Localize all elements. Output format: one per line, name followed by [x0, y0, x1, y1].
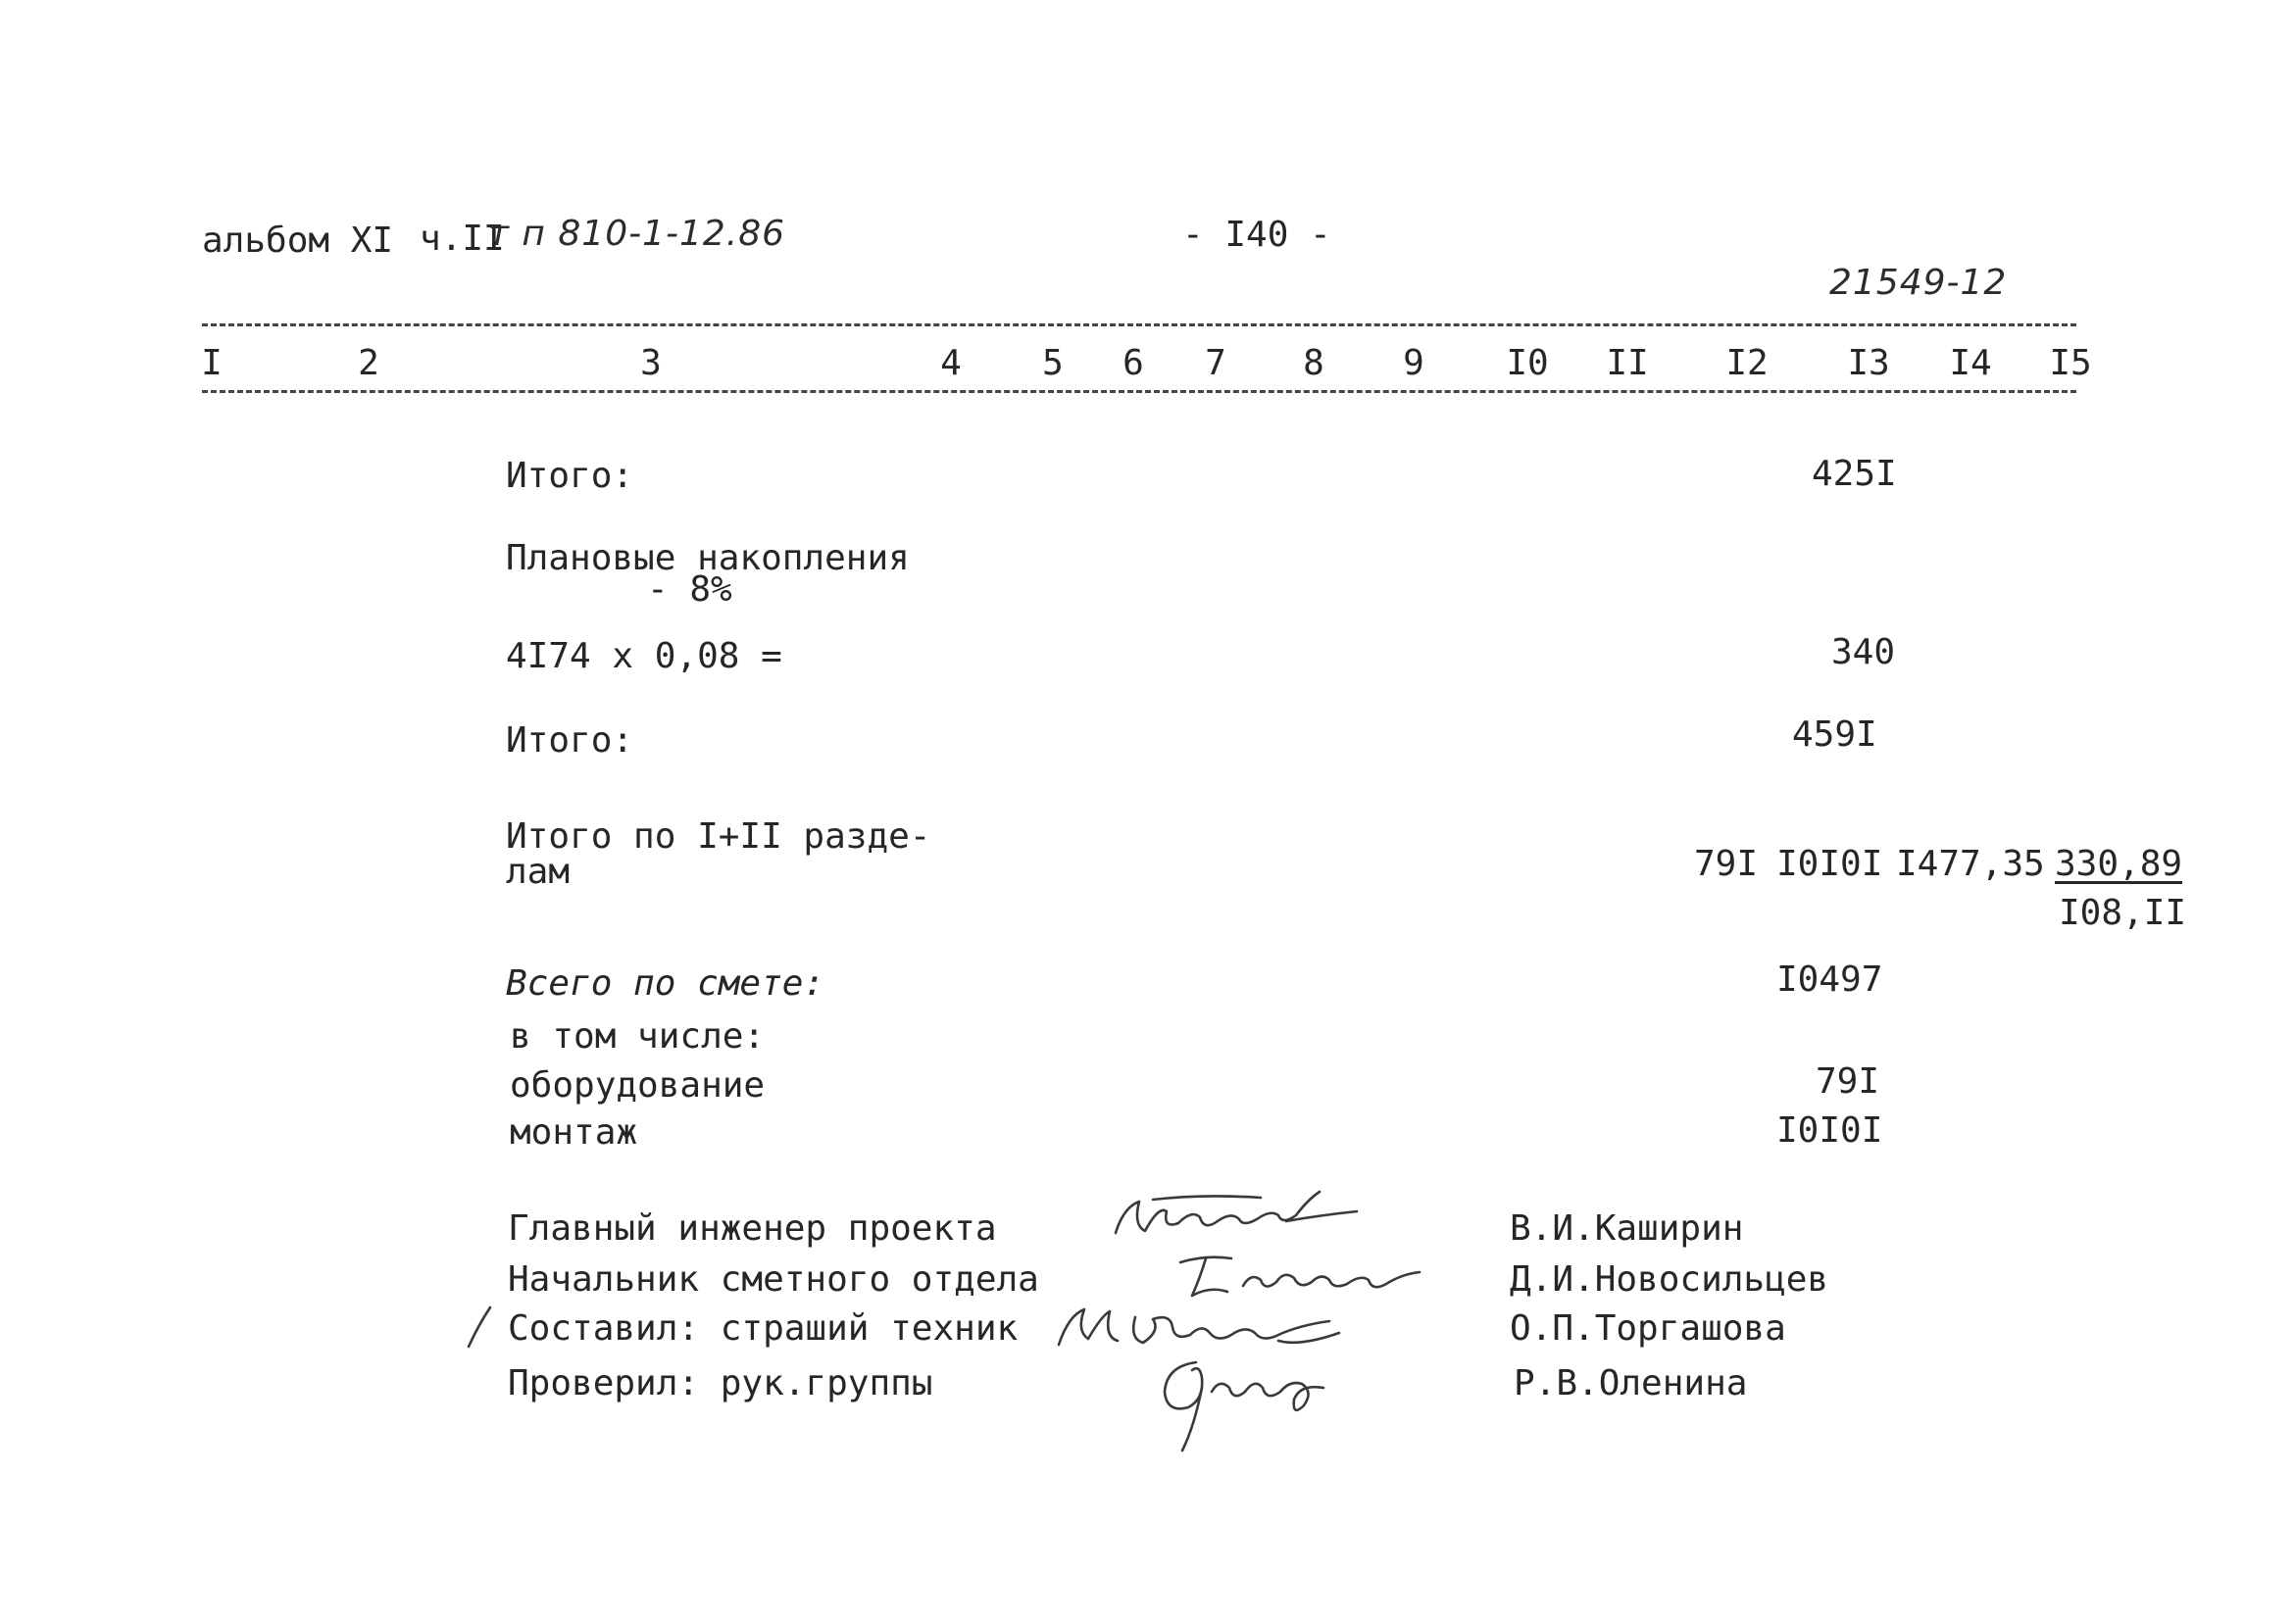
project-code: т п 810-1-12.86: [488, 214, 786, 254]
column-ruler-top: [202, 323, 2076, 326]
column-number: 2: [358, 343, 379, 383]
installation-value: I0I0I: [1776, 1110, 1883, 1151]
sections-total-value-below: I08,II: [2059, 893, 2187, 933]
signature-name: В.И.Каширин: [1510, 1208, 1744, 1249]
column-number: I2: [1725, 343, 1769, 383]
signature-name: О.П.Торгашова: [1510, 1308, 1786, 1349]
column-number: 3: [640, 343, 662, 383]
column-number: I3: [1847, 343, 1890, 383]
signature-role: Составил: страший техник: [508, 1308, 1019, 1349]
signature-name: Р.В.Оленина: [1514, 1363, 1748, 1403]
column-number: 8: [1303, 343, 1324, 383]
sections-total-value: I477,35: [1896, 844, 2045, 884]
document-number: 21549-12: [1829, 263, 2008, 303]
sections-total-value: 330,89: [2055, 844, 2183, 884]
sections-total-label-cont: лам: [506, 852, 571, 892]
grand-total-value: I0497: [1776, 960, 1883, 1000]
column-number: I: [201, 343, 223, 383]
check-mark: [461, 1304, 500, 1353]
column-number: 9: [1403, 343, 1424, 383]
savings-value: 340: [1831, 632, 1896, 672]
signature-scrawl: [1094, 1182, 1388, 1251]
column-number: I4: [1949, 343, 1992, 383]
column-number: 6: [1122, 343, 1144, 383]
grand-total-label: Всего по смете:: [506, 963, 825, 1004]
total-label: Итого:: [506, 720, 634, 761]
equipment-label: оборудование: [510, 1065, 766, 1106]
sections-total-label: Итого по I+II разде-: [506, 816, 931, 857]
savings-calculation: 4I74 x 0,08 =: [506, 636, 782, 676]
equipment-value: 79I: [1816, 1061, 1880, 1102]
column-number: I5: [2049, 343, 2092, 383]
column-number: 7: [1205, 343, 1226, 383]
planned-savings-rate: - 8%: [647, 569, 732, 610]
signature-scrawl: [1147, 1349, 1363, 1456]
signature-role: Главный инженер проекта: [508, 1208, 997, 1249]
planned-savings-label: Плановые накопления: [506, 538, 910, 578]
column-number: 5: [1042, 343, 1064, 383]
column-number: II: [1606, 343, 1649, 383]
installation-label: монтаж: [510, 1112, 638, 1153]
sections-total-installation: I0I0I: [1776, 844, 1883, 884]
column-ruler-bottom: [202, 390, 2076, 393]
signature-role: Начальник сметного отдела: [508, 1259, 1039, 1300]
column-number: 4: [940, 343, 962, 383]
album-label: альбом XI: [202, 221, 394, 261]
total-value: 459I: [1792, 714, 1877, 755]
sections-total-equipment: 79I: [1694, 844, 1759, 884]
total-label: Итого:: [506, 456, 634, 496]
column-number: I0: [1506, 343, 1549, 383]
part-label: ч.II: [420, 219, 505, 259]
page-number: - I40 -: [1182, 215, 1331, 255]
signature-role: Проверил: рук.группы: [508, 1363, 933, 1403]
including-label: в том числе:: [510, 1016, 766, 1057]
signature-name: Д.И.Новосильцев: [1510, 1259, 1829, 1300]
total-value: 425I: [1812, 454, 1897, 494]
